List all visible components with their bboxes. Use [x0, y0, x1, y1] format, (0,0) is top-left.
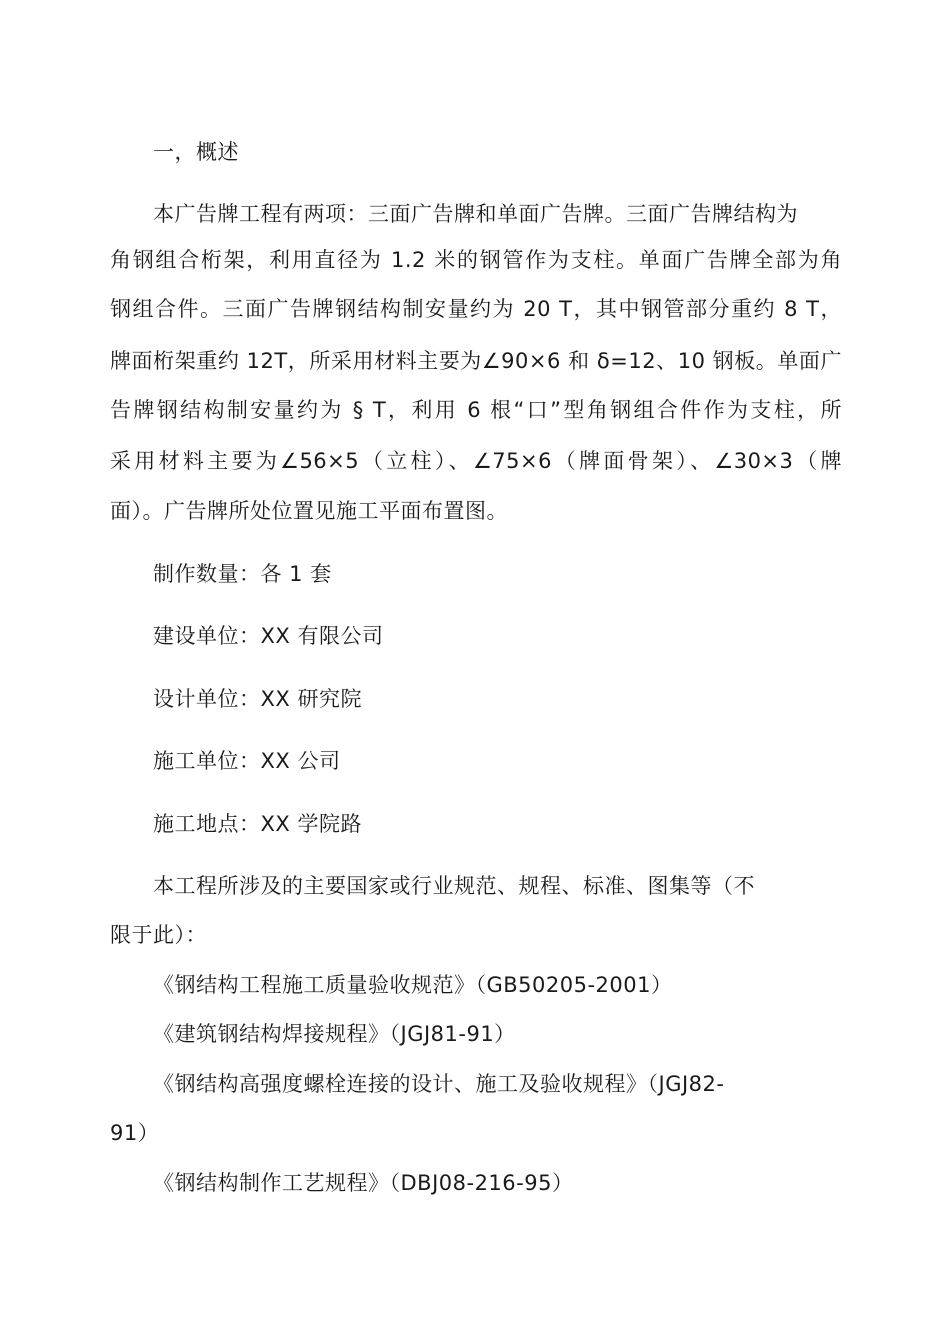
overview-line-3: 钢组合件。三面广告牌钢结构制安量约为 20 T，其中钢管部分重约 8 T，	[110, 297, 842, 321]
overview-line-6: 采用材料主要为∠56×5（立柱）、∠75×6（牌面骨架）、∠30×3（牌	[110, 449, 842, 473]
owner-line: 建设单位：XX 有限公司	[153, 624, 384, 648]
standard-item-4: 《钢结构制作工艺规程》（DBJ08-216-95）	[153, 1171, 574, 1195]
quantity-line: 制作数量：各 1 套	[153, 562, 332, 586]
standard-item-2: 《建筑钢结构焊接规程》（JGJ81-91）	[153, 1022, 516, 1046]
contractor-line: 施工单位：XX 公司	[153, 749, 341, 773]
standard-item-3-line-1: 《钢结构高强度螺栓连接的设计、施工及验收规程》（JGJ82-	[153, 1072, 725, 1096]
overview-line-5: 告牌钢结构制安量约为 § T，利用 6 根“口”型角钢组合件作为支柱，所	[110, 398, 842, 422]
standard-item-3-line-2: 91）	[110, 1121, 160, 1145]
overview-line-2: 角钢组合桁架，利用直径为 1.2 米的钢管作为支柱。单面广告牌全部为角	[110, 248, 842, 272]
section-heading: 一，概述	[153, 140, 239, 164]
location-line: 施工地点：XX 学院路	[153, 812, 362, 836]
designer-line: 设计单位：XX 研究院	[153, 687, 362, 711]
overview-line-4: 牌面桁架重约 12T，所采用材料主要为∠90×6 和 δ=12、10 钢板。单面广	[110, 349, 842, 373]
overview-line-7: 面）。广告牌所处位置见施工平面布置图。	[110, 499, 508, 523]
standard-item-1: 《钢结构工程施工质量验收规范》（GB50205-2001）	[153, 973, 673, 997]
overview-line-1: 本广告牌工程有两项：三面广告牌和单面广告牌。三面广告牌结构为	[153, 202, 798, 226]
standards-intro-line-1: 本工程所涉及的主要国家或行业规范、规程、标准、图集等（不	[153, 874, 755, 898]
standards-intro-line-2: 限于此）：	[110, 923, 207, 947]
